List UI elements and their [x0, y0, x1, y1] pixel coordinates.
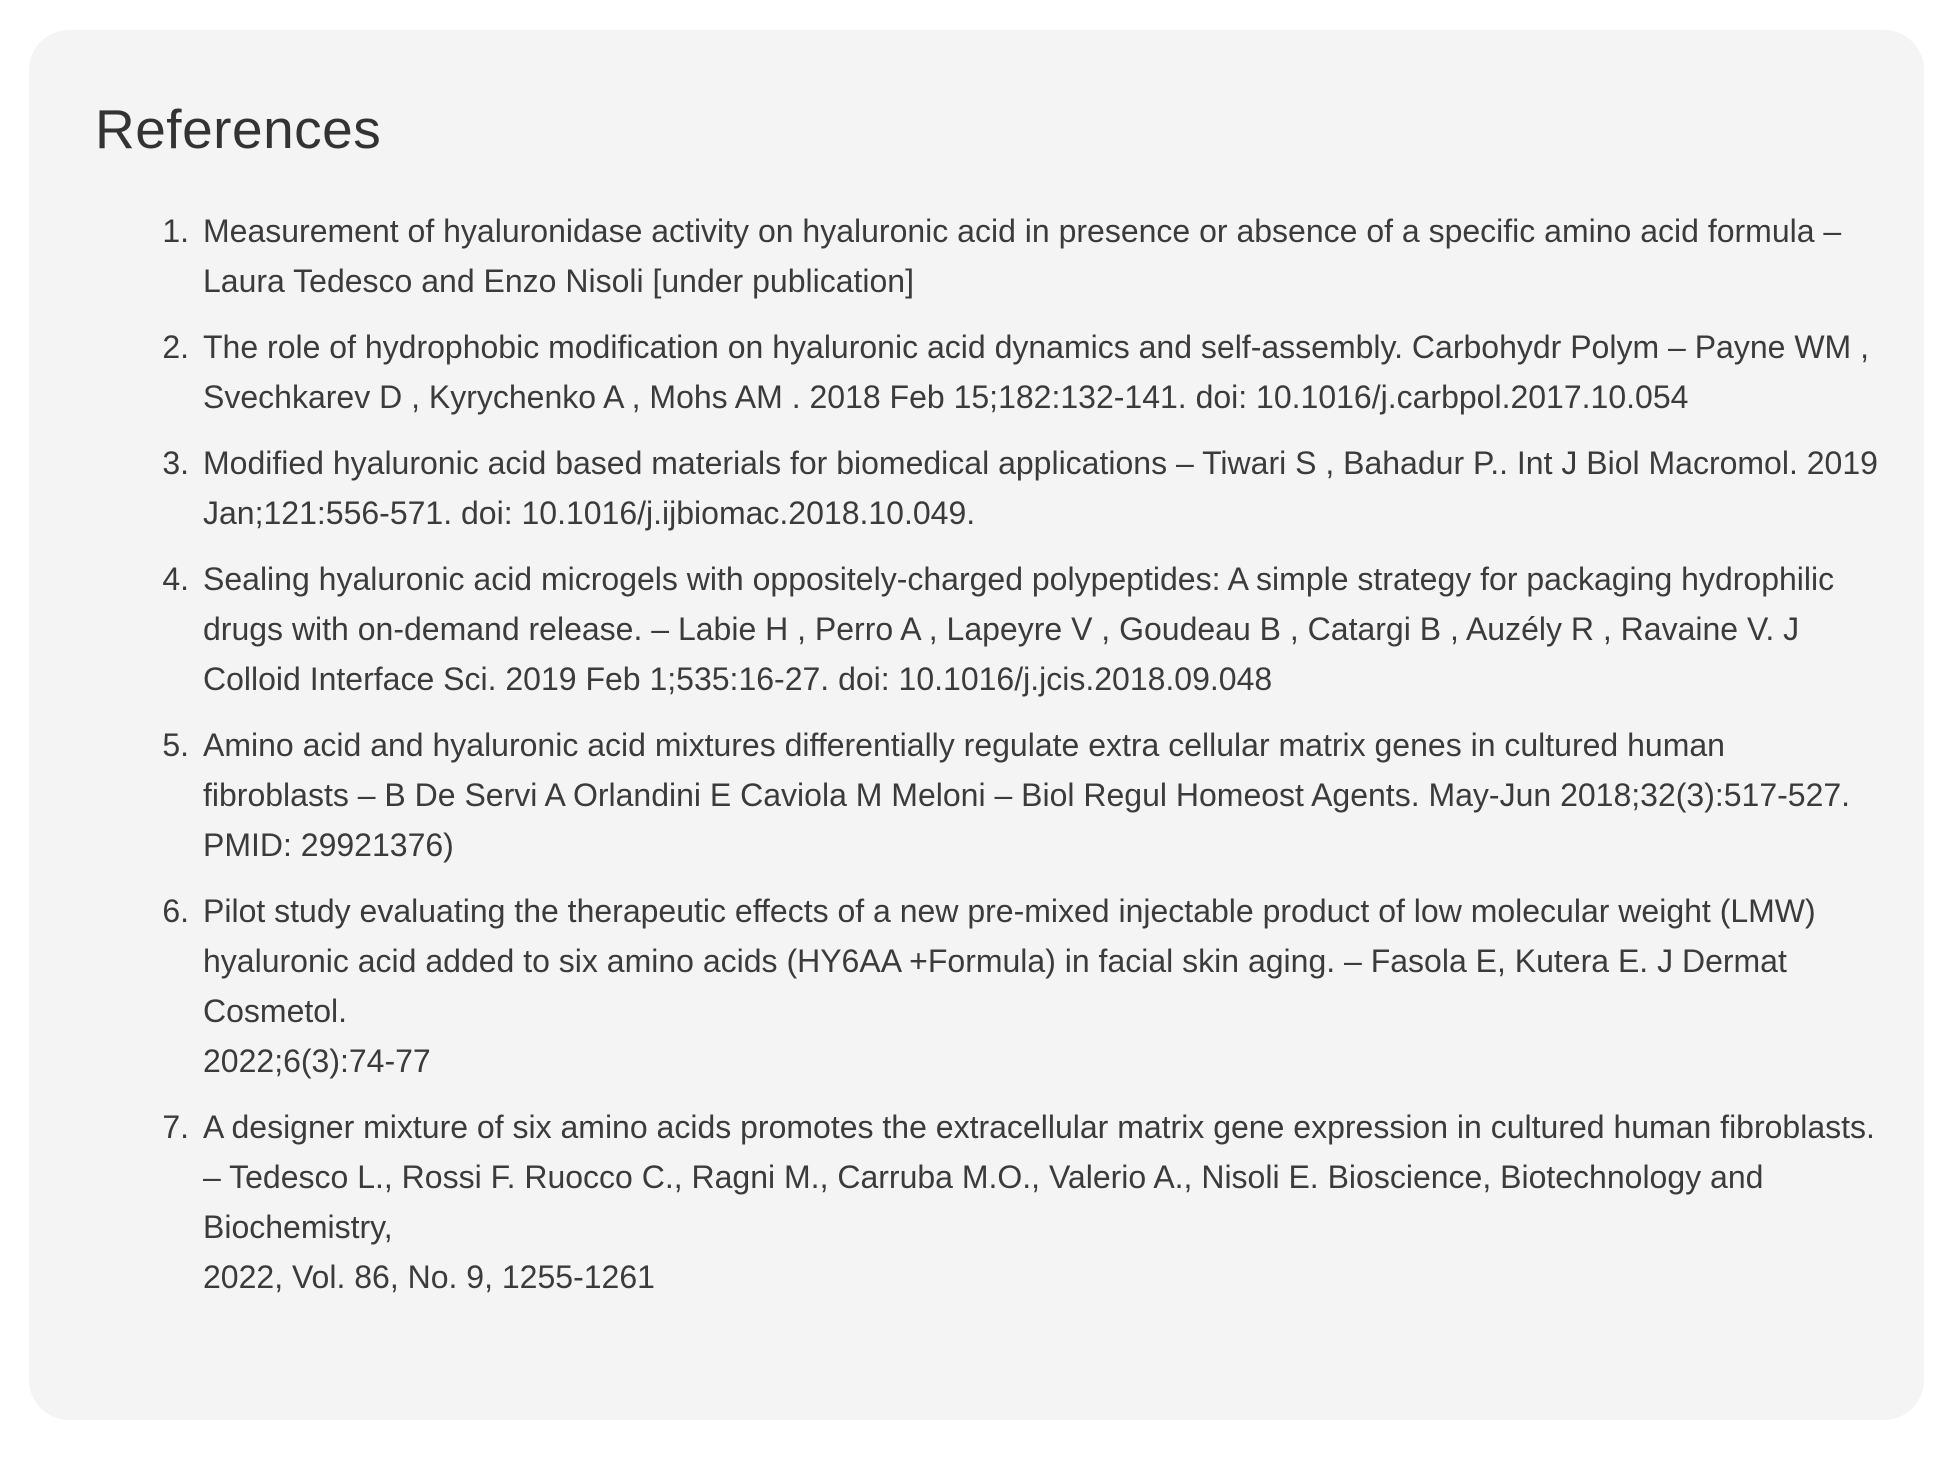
reference-item-7 — [95, 1102, 1879, 1302]
reference-item-6 — [95, 886, 1879, 1086]
reference-item-5 — [95, 720, 1879, 870]
references-heading: References — [95, 98, 382, 160]
reference-text: Pilot study evaluating the therapeutic effects of a new pre-mixed injectable product of low molecular weight (LMW) hyaluronic acid added to six amino acids (HY6AA +Formula) in facial skin aging. – Fasola E, Kutera E. J Dermat Cosmetol. 2022;6(3):74-77 — [203, 893, 1816, 1079]
reference-text: Modified hyaluronic acid based materials for biomedical applications – Tiwari S , Bahadur P.. Int J Biol Macromol. 2019 Jan;121:556-571. doi: 10.1016/j.ijbiomac.2018.10.049. — [203, 445, 1878, 531]
reference-text: Measurement of hyaluronidase activity on hyaluronic acid in presence or absence of a specific amino acid formula – Laura Tedesco and Enzo Nisoli [under publication] — [203, 213, 1842, 299]
reference-number: 2. — [162, 329, 189, 365]
reference-text: The role of hydrophobic modification on hyaluronic acid dynamics and self-assembly. Carbohydr Polym – Payne WM , Svechkarev D , Kyrychenko A , Mohs AM . 2018 Feb 15;182:132-141. doi: 10.1016/j.carbpol.2017.10.054 — [203, 329, 1869, 415]
reference-item-4 — [95, 554, 1879, 704]
reference-number: 4. — [162, 561, 189, 597]
reference-item-2 — [95, 322, 1879, 422]
references-list — [95, 206, 1879, 1302]
reference-item-3 — [95, 438, 1879, 538]
reference-number: 7. — [162, 1109, 189, 1145]
reference-text: Amino acid and hyaluronic acid mixtures differentially regulate extra cellular matrix genes in cultured human fibroblasts – B De Servi A Orlandini E Caviola M Meloni – Biol Regul Homeost Agents. May-Jun 2018;32(3):517-527. PMID: 29921376) — [203, 727, 1851, 863]
reference-text: Sealing hyaluronic acid microgels with oppositely-charged polypeptides: A simple strategy for packaging hydrophilic drugs with on-demand release. – Labie H , Perro A , Lapeyre V , Goudeau B , Catargi B , Auzély R , Ravaine V. J Colloid Interface Sci. 2019 Feb 1;535:16-27. doi: 10.1016/j.jcis.2018.09.048 — [203, 561, 1835, 697]
reference-number: 6. — [162, 893, 189, 929]
reference-number: 5. — [162, 727, 189, 763]
reference-text: A designer mixture of six amino acids promotes the extracellular matrix gene expression in cultured human fibroblasts. – Tedesco L., Rossi F. Ruocco C., Ragni M., Carruba M.O., Valerio A., Nisoli E. Bioscience, Biotechnology and Biochemistry, 2022, Vol. 86, No. 9, 1255-1261 — [203, 1109, 1875, 1295]
reference-number: 1. — [162, 213, 189, 249]
reference-number: 3. — [162, 445, 189, 481]
reference-item-1 — [95, 206, 1879, 306]
references-card — [29, 30, 1924, 1420]
